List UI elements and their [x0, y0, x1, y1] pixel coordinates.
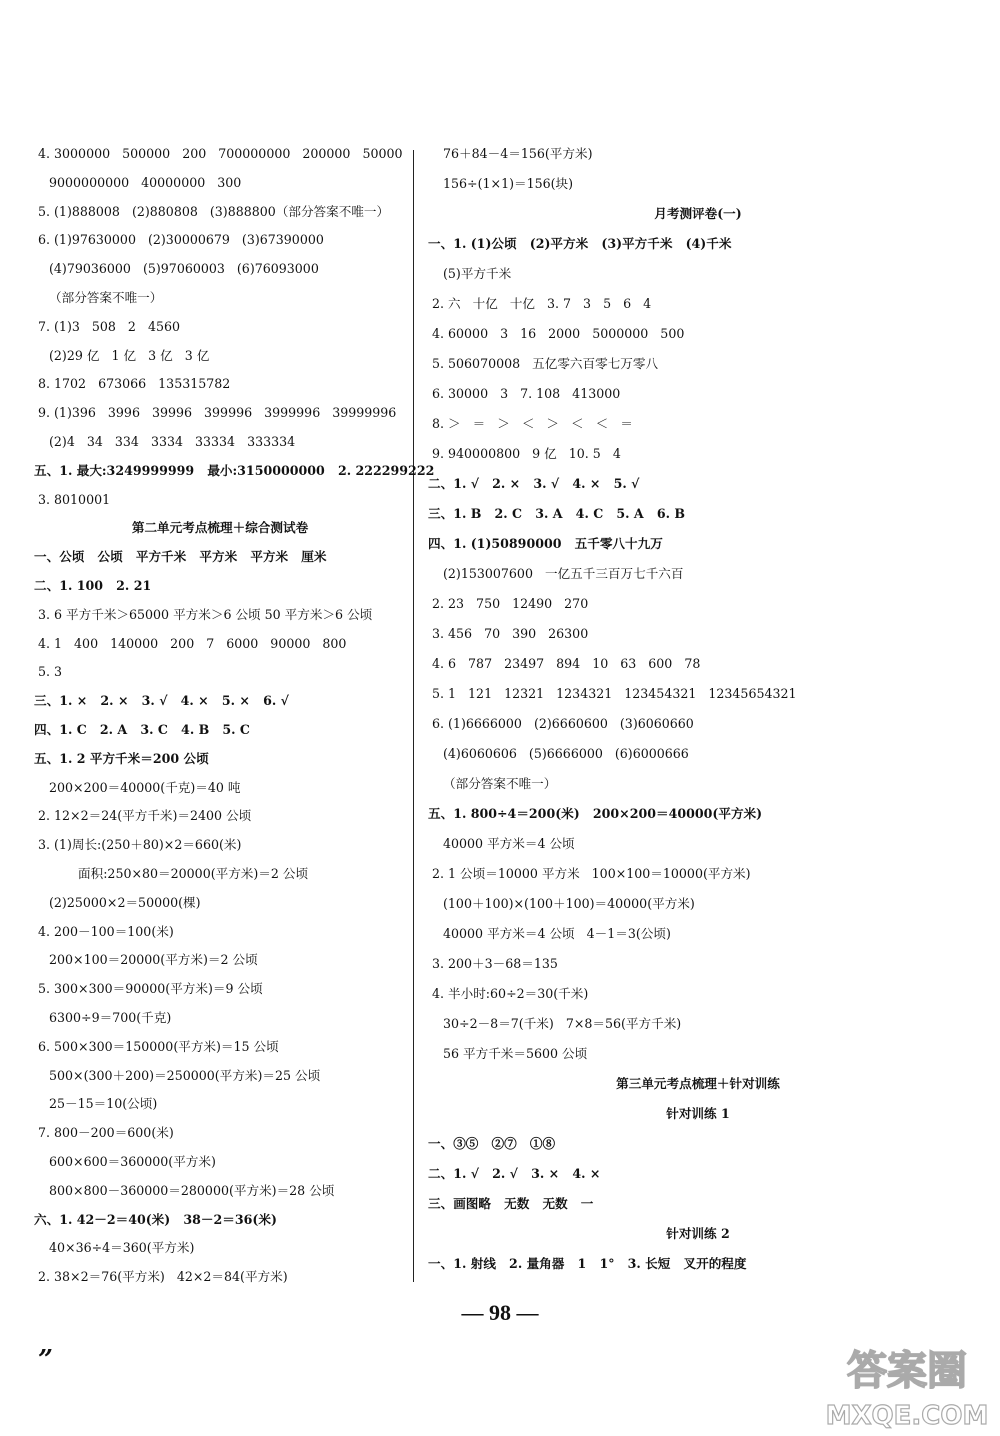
answer-line: 5. 3 — [38, 664, 63, 680]
answer-line: 2. 12×2＝24(平方千米)＝2400 公顷 — [38, 808, 252, 824]
answer-line: 76＋84－4＝156(平方米) — [443, 146, 593, 161]
watermark-title: 答案圈 — [847, 1348, 967, 1394]
answer-line: 40000 平方米＝4 公顷 4－1＝3(公顷) — [443, 926, 671, 941]
section-heading: 针对训练 1 — [666, 1106, 730, 1121]
answer-line: 一、公顷 公顷 平方千米 平方米 平方米 厘米 — [34, 549, 327, 565]
answer-line: (4)6060606 (5)6666000 (6)6000666 — [443, 746, 689, 761]
answer-line: 四、1. (1)50890000 五千零八十九万 — [428, 536, 663, 551]
answer-line: 五、1. 最大:3249999999 最小:3150000000 2. 222299222 — [34, 462, 435, 478]
answer-line: 2. 38×2＝76(平方米) 42×2＝84(平方米) — [38, 1269, 288, 1285]
answer-line: (100＋100)×(100＋100)＝40000(平方米) — [443, 896, 695, 911]
answer-line: 40×36÷4＝360(平方米) — [49, 1240, 195, 1256]
answer-line: 面积:250×80＝20000(平方米)＝2 公顷 — [78, 866, 309, 881]
answer-line: 156÷(1×1)＝156(块) — [443, 176, 574, 191]
answer-line: 一、1. (1)公顷 (2)平方米 (3)平方千米 (4)千米 — [428, 236, 732, 251]
answer-line: 6. (1)97630000 (2)30000679 (3)67390000 — [38, 232, 324, 248]
answer-line: 2. 23 750 12490 270 — [432, 596, 589, 611]
corner-mark: ” — [38, 1345, 53, 1375]
answer-line: (2)153007600 一亿五千三百万七千六百 — [443, 566, 684, 581]
answer-line: 3. (1)周长:(250＋80)×2＝660(米) — [38, 837, 242, 853]
answer-line: 9. 940000800 9 亿 10. 5 4 — [432, 446, 621, 461]
answer-line: 一、1. 射线 2. 量角器 1 1° 3. 长短 叉开的程度 — [428, 1256, 747, 1271]
answer-line: 4. 3000000 500000 200 700000000 200000 50000 — [38, 146, 403, 161]
answer-line: 800×800－360000＝280000(平方米)＝28 公顷 — [49, 1182, 335, 1198]
answer-line: 4. 60000 3 16 2000 5000000 500 — [432, 326, 685, 341]
watermark-site: MXQE.COM — [825, 1401, 989, 1431]
answer-line: 30÷2－8＝7(千米) 7×8＝56(平方千米) — [443, 1016, 682, 1031]
answer-line: （部分答案不唯一） — [49, 290, 163, 305]
answer-line: (2)29 亿 1 亿 3 亿 3 亿 — [49, 347, 210, 363]
watermark-logo — [822, 1340, 992, 1432]
answer-line: 600×600＝360000(平方米) — [49, 1154, 216, 1169]
answer-line: 一、③⑤ ②⑦ ①⑧ — [428, 1136, 556, 1151]
answer-line: 6. 500×300＝150000(平方米)＝15 公顷 — [38, 1038, 279, 1054]
column-divider — [413, 150, 414, 1282]
answer-line: 6. 30000 3 7. 108 413000 — [432, 386, 621, 401]
answer-line: 六、1. 42－2＝40(米) 38－2＝36(米) — [34, 1211, 277, 1227]
answer-line: 三、1. B 2. C 3. A 4. C 5. A 6. B — [428, 506, 686, 521]
answer-line: 二、1. √ 2. × 3. √ 4. × 5. √ — [428, 476, 640, 491]
answer-line: 200×200＝40000(千克)＝40 吨 — [49, 779, 241, 795]
answer-line: 五、1. 800÷4＝200(米) 200×200＝40000(平方米) — [428, 806, 763, 821]
answer-line: (4)79036000 (5)97060003 (6)76093000 — [49, 261, 319, 277]
section-heading: 第三单元考点梳理＋针对训练 — [616, 1076, 780, 1091]
answer-line: 7. 800－200＝600(米) — [38, 1125, 174, 1141]
section-heading: 月考测评卷(一) — [654, 206, 742, 221]
answer-line: (2)4 34 334 3334 33334 333334 — [49, 434, 296, 449]
answer-line: 5. (1)888008 (2)880808 (3)888800（部分答案不唯一） — [38, 203, 390, 219]
answer-line: 500×(300＋200)＝250000(平方米)＝25 公顷 — [49, 1067, 321, 1083]
answer-line: 7. (1)3 508 2 4560 — [38, 318, 180, 334]
answer-line: 4. 半小时:60÷2＝30(千米) — [432, 986, 589, 1001]
answer-line: 5. 1 121 12321 1234321 123454321 12345654321 — [432, 686, 797, 701]
answer-line: (5)平方千米 — [443, 266, 512, 281]
answer-line: 25－15＝10(公顷) — [49, 1096, 158, 1112]
answer-line: 3. 8010001 — [38, 491, 111, 507]
answer-line: 2. 1 公顷＝10000 平方米 100×100＝10000(平方米) — [432, 866, 751, 881]
section-heading: 第二单元考点梳理＋综合测试卷 — [131, 520, 309, 536]
answer-line: 40000 平方米＝4 公顷 — [443, 836, 575, 851]
answer-line: 200×100＝20000(平方米)＝2 公顷 — [49, 952, 258, 968]
answer-line: 8. ＞ ＝ ＞ ＜ ＞ ＜ ＜ ＝ — [432, 416, 633, 431]
section-heading: 针对训练 2 — [666, 1226, 730, 1241]
answer-line: 6300÷9＝700(千克) — [49, 1010, 172, 1025]
watermark-graphic — [822, 1340, 992, 1432]
answer-line: (2)25000×2＝50000(棵) — [49, 894, 201, 910]
answer-line: 二、1. √ 2. √ 3. × 4. × — [428, 1166, 601, 1181]
answer-line: 三、画图略 无数 无数 一 — [428, 1196, 594, 1211]
answer-line: 5. 506070008 五亿零六百零七万零八 — [432, 356, 659, 371]
answer-line: 3. 456 70 390 26300 — [432, 626, 589, 641]
answer-line: 4. 1 400 140000 200 7 6000 90000 800 — [38, 635, 347, 651]
page-number: — 98 — — [461, 1300, 539, 1325]
answer-line: 6. (1)6666000 (2)6660600 (3)6060660 — [432, 716, 694, 731]
answer-line: 5. 300×300＝90000(平方米)＝9 公顷 — [38, 981, 263, 997]
answer-line: 9000000000 40000000 300 — [49, 174, 242, 190]
answer-line: 四、1. C 2. A 3. C 4. B 5. C — [34, 722, 250, 737]
answer-line: 8. 1702 673066 135315782 — [38, 376, 231, 392]
answer-line: 三、1. × 2. × 3. √ 4. × 5. × 6. √ — [34, 693, 289, 709]
answer-line: 3. 200＋3－68＝135 — [432, 956, 558, 971]
answer-line: 3. 6 平方千米＞65000 平方米＞6 公顷 50 平方米＞6 公顷 — [38, 606, 373, 622]
answer-line: 4. 200－100＝100(米) — [38, 923, 174, 939]
answer-line: 56 平方千米＝5600 公顷 — [443, 1046, 588, 1061]
answer-line: 五、1. 2 平方千米＝200 公顷 — [34, 750, 209, 766]
answer-line: 二、1. 100 2. 21 — [34, 578, 152, 593]
answer-line: （部分答案不唯一） — [443, 776, 557, 791]
answer-line: 2. 六 十亿 十亿 3. 7 3 5 6 4 — [432, 296, 652, 311]
answer-line: 4. 6 787 23497 894 10 63 600 78 — [432, 656, 701, 671]
answer-line: 9. (1)396 3996 39996 399996 3999996 39999996 — [38, 405, 397, 421]
